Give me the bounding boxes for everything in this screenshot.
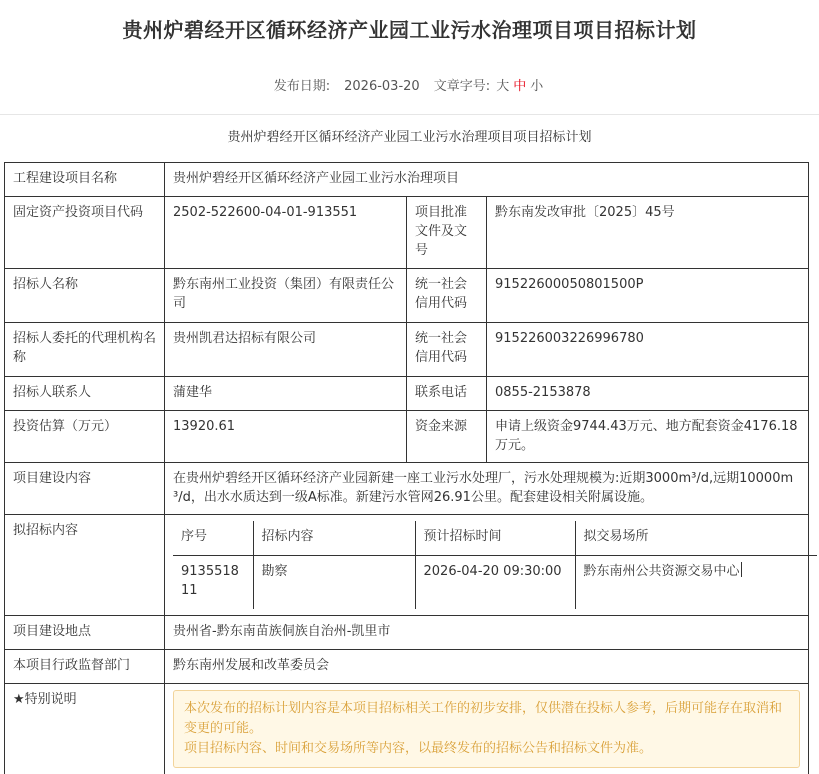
tenderer-name-label: 招标人名称	[5, 269, 165, 323]
invest-code-value: 2502-522600-04-01-913551	[165, 197, 407, 269]
tender-item-no: 913551811	[173, 555, 253, 609]
tenderer-credit-code-value: 91522600050801500P	[487, 269, 809, 323]
table-row	[5, 323, 809, 377]
contact-phone-label: 联系电话	[407, 377, 487, 411]
tender-item-content: 勘察	[253, 555, 415, 609]
approval-doc-value: 黔东南发改审批〔2025〕45号	[487, 197, 809, 269]
agent-name-label: 招标人委托的代理机构名称	[5, 323, 165, 377]
header-divider	[0, 114, 819, 115]
font-size-small-link[interactable]: 小	[530, 79, 544, 94]
column-header-content: 招标内容	[253, 521, 415, 555]
agent-credit-code-value: 915226003226996780	[487, 323, 809, 377]
contact-phone-value: 0855-2153878	[487, 377, 809, 411]
special-note-line-2: 项目招标内容、时间和交易场所等内容，以最终发布的招标公告和招标文件为准。	[184, 741, 653, 756]
construction-content-label: 项目建设内容	[5, 463, 165, 515]
article-meta	[0, 75, 819, 94]
construction-location-value: 贵州省-黔东南苗族侗族自治州-凯里市	[165, 616, 809, 650]
table-row	[5, 616, 809, 650]
special-note-cell	[165, 684, 809, 774]
planned-tender-cell	[165, 515, 809, 616]
fund-source-value: 申请上级资金9744.43万元、地方配套资金4176.18万元。	[487, 411, 809, 463]
table-row	[5, 411, 809, 463]
supervisor-label: 本项目行政监督部门	[5, 650, 165, 684]
column-header-time: 预计招标时间	[415, 521, 575, 555]
construction-content-value: 在贵州炉碧经开区循环经济产业园新建一座工业污水处理厂，污水处理规模为:近期3000m³/d,远期10000m³/d，出水水质达到一级A标准。新建污水管网26.91公里。配套建设相关附属设施。	[165, 463, 809, 515]
tender-item-time: 2026-04-20 09:30:00	[415, 555, 575, 609]
project-name-value: 贵州炉碧经开区循环经济产业园工业污水治理项目	[165, 163, 809, 197]
font-size-medium-link[interactable]: 中	[513, 79, 527, 94]
table-row	[5, 377, 809, 411]
table-row	[5, 515, 809, 616]
table-row	[5, 269, 809, 323]
publish-date-label: 发布日期:	[273, 79, 331, 94]
table-row	[173, 521, 817, 555]
column-header-no: 序号	[173, 521, 253, 555]
table-row	[5, 163, 809, 197]
tender-item-venue-cell[interactable]	[575, 555, 817, 609]
table-row	[5, 197, 809, 269]
tenderer-credit-code-label: 统一社会信用代码	[407, 269, 487, 323]
publish-date-value: 2026-03-20	[344, 79, 420, 94]
construction-location-label: 项目建设地点	[5, 616, 165, 650]
special-note-line-1: 本次发布的招标计划内容是本项目招标相关工作的初步安排，仅供潜在投标人参考，后期可能存在取消和变更的可能。	[184, 701, 783, 736]
table-row	[5, 684, 809, 774]
document-subtitle: 贵州炉碧经开区循环经济产业园工业污水治理项目项目招标计划	[227, 130, 592, 145]
special-note-label: ★特别说明	[5, 684, 165, 774]
approval-doc-label: 项目批准文件及文号	[407, 197, 487, 269]
tenderer-name-value: 黔东南州工业投资（集团）有限责任公司	[165, 269, 407, 323]
supervisor-value: 黔东南州发展和改革委员会	[165, 650, 809, 684]
contact-person-value: 蒲建华	[165, 377, 407, 411]
table-row	[5, 650, 809, 684]
contact-person-label: 招标人联系人	[5, 377, 165, 411]
planned-tender-table	[173, 521, 817, 609]
investment-estimate-label: 投资估算（万元）	[5, 411, 165, 463]
agent-credit-code-label: 统一社会信用代码	[407, 323, 487, 377]
table-row	[173, 555, 817, 609]
column-header-venue: 拟交易场所	[575, 521, 817, 555]
tender-plan-table	[4, 162, 809, 774]
project-name-label: 工程建设项目名称	[5, 163, 165, 197]
planned-tender-label: 拟招标内容	[5, 515, 165, 616]
table-row	[5, 463, 809, 515]
font-size-large-link[interactable]: 大	[496, 79, 510, 94]
fund-source-label: 资金来源	[407, 411, 487, 463]
text-cursor	[741, 562, 742, 577]
investment-estimate-value: 13920.61	[165, 411, 407, 463]
special-note-box	[173, 690, 800, 768]
page-title: 贵州炉碧经开区循环经济产业园工业污水治理项目项目招标计划	[122, 18, 697, 42]
tender-item-venue: 黔东南州公共资源交易中心	[583, 563, 740, 579]
font-size-label: 文章字号:	[433, 79, 491, 94]
agent-name-value: 贵州凯君达招标有限公司	[165, 323, 407, 377]
invest-code-label: 固定资产投资项目代码	[5, 197, 165, 269]
